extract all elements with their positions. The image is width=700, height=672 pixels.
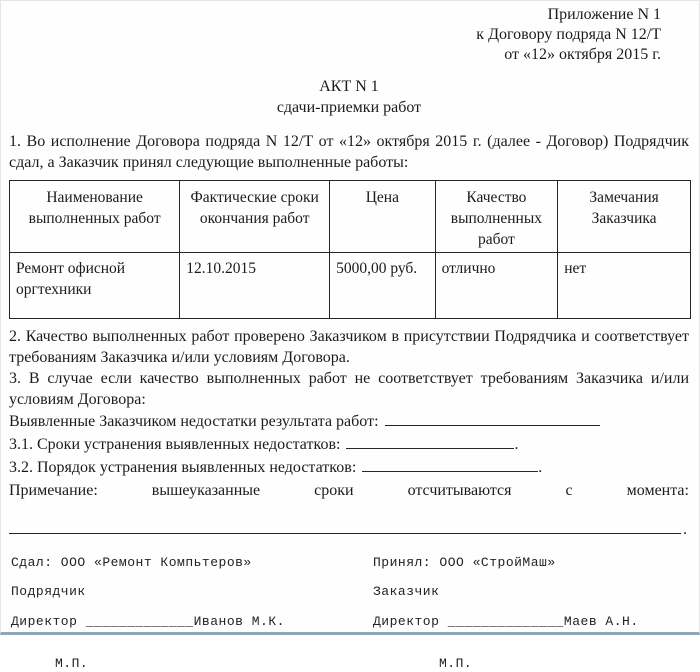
customer-company: Принял: ООО «СтройМаш» — [373, 555, 556, 570]
col-header-price: Цена — [330, 181, 436, 253]
appendix-line-1: Приложение N 1 — [547, 6, 661, 23]
clause-3-2-label: 3.2. Порядок устранения выявленных недостатков: — [9, 459, 357, 476]
clause-3: 3. В случае если качество выполненных работ не соответствует требованиям Заказчика и/или условиям Договора: — [9, 370, 689, 408]
contractor-director-signature: Директор _____________Иванов М.К. — [11, 614, 285, 629]
col-header-completion-dates: Фактические сроки окончания работ — [180, 181, 330, 253]
contractor-role: Подрядчик — [11, 584, 86, 599]
note-word: сроки — [314, 482, 354, 499]
clause-3-1-period: . — [514, 436, 519, 453]
note-blank-line — [9, 519, 689, 539]
table-row — [10, 253, 691, 319]
clause-3-1-line — [9, 433, 689, 456]
contractor-seal-mark: М.П. — [55, 656, 89, 671]
works-table — [9, 180, 691, 319]
cell-remarks: нет — [558, 253, 691, 319]
table-header-row — [10, 181, 691, 253]
customer-director-signature: Директор ______________Маев А.Н. — [373, 614, 639, 629]
appendix-line-3: от «12» октября 2015 г. — [504, 46, 661, 63]
note-word: момента: — [626, 482, 689, 499]
cell-completion-date: 12.10.2015 — [180, 253, 330, 319]
clause-3-1-label: 3.1. Сроки устранения выявленных недостатков: — [9, 436, 341, 453]
clause-3-2-line — [9, 456, 689, 479]
clause-3-2-blank-field — [362, 457, 538, 472]
note-word: с — [565, 482, 573, 499]
appendix-line-2: к Договору подряда N 12/Т — [476, 26, 661, 43]
col-header-quality: Качество выполненных работ — [435, 181, 558, 253]
cell-price: 5000,00 руб. — [330, 253, 436, 319]
note-line — [9, 479, 689, 502]
document-content — [1, 1, 699, 672]
title-subtitle: сдачи-приемки работ — [276, 99, 422, 116]
signature-block — [11, 555, 689, 672]
note-word: отсчитываются — [407, 482, 512, 499]
defects-label: Выявленные Заказчиком недостатки результата работ: — [9, 413, 379, 430]
note-blank-period: . — [683, 521, 687, 538]
clause-2: 2. Качество выполненных работ проверено Заказчиком в присутствии Подрядчика и соответствует требованиям Заказчика и/или условиям Договора. — [9, 328, 689, 366]
defects-line — [9, 410, 689, 433]
clause-1: 1. Во исполнение Договора подряда N 12/Т от «12» октября 2015 г. (далее - Договор) Подрядчик сдал, а Заказчик принял следующие выполненные работы: — [9, 133, 689, 171]
appendix-header — [9, 5, 689, 65]
col-header-work-name: Наименование выполненных работ — [10, 181, 180, 253]
document-title — [9, 76, 689, 118]
defects-blank-field — [385, 411, 600, 426]
cell-quality: отлично — [435, 253, 558, 319]
title-act-number: АКТ N 1 — [319, 78, 379, 95]
cell-work-name: Ремонт офисной оргтехники — [10, 253, 180, 319]
customer-seal-mark: М.П. — [439, 656, 473, 671]
clause-3-1-blank-field — [346, 434, 514, 449]
contractor-company: Сдал: ООО «Ремонт Компьтеров» — [11, 555, 252, 570]
note-blank-field — [9, 519, 681, 534]
col-header-remarks: Замечания Заказчика — [558, 181, 691, 253]
note-word: Примечание: — [9, 482, 98, 499]
note-word: вышеуказанные — [151, 482, 261, 499]
customer-role: Заказчик — [373, 584, 440, 599]
clause-3-2-period: . — [538, 459, 543, 476]
